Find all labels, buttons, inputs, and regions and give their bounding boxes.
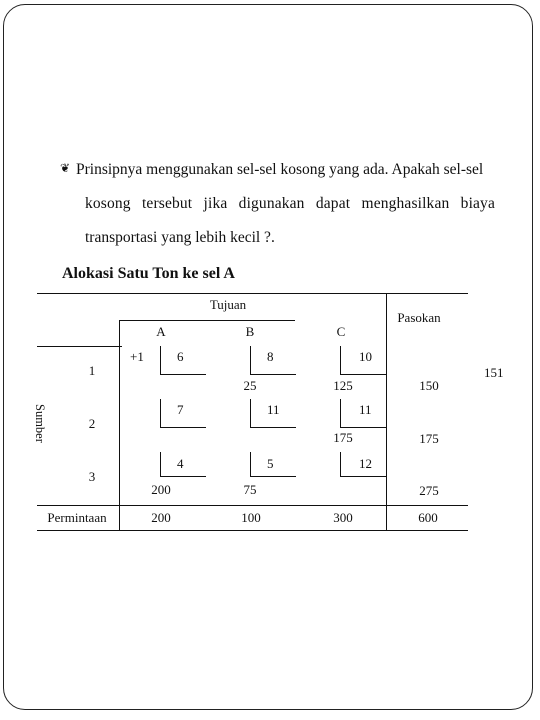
alloc-2-c: 175: [333, 430, 353, 445]
cost-box-line: [250, 346, 251, 374]
alloc-3-a: 200: [151, 482, 171, 497]
alloc-1-b: 25: [243, 378, 257, 393]
table-top-rule: [37, 293, 468, 294]
row-label-rule: [37, 346, 122, 347]
grand-total: 600: [418, 510, 438, 525]
cost-box-line: [160, 452, 161, 476]
column-divider-a: [119, 320, 120, 530]
cost-box-line: [340, 346, 341, 374]
cost-box-line: [250, 374, 296, 375]
cost-box-line: [160, 374, 206, 375]
cost-1-a: 6: [177, 349, 184, 364]
cost-box-line: [340, 399, 341, 427]
cost-1-b: 8: [267, 349, 274, 364]
cost-box-line: [250, 452, 251, 476]
cost-3-a: 4: [177, 456, 184, 471]
demand-b: 100: [241, 510, 261, 525]
alloc-1-c: 125: [333, 378, 353, 393]
adjustment-marker: +1: [130, 349, 144, 364]
demand-c: 300: [333, 510, 353, 525]
cost-box-line: [160, 427, 206, 428]
supply-3: 275: [419, 483, 439, 498]
cost-box-line: [160, 346, 161, 374]
cost-1-c: 10: [359, 349, 372, 364]
row-label-2: 2: [88, 416, 96, 431]
cost-3-c: 12: [359, 456, 372, 471]
decorative-bullet-icon: ❦: [60, 161, 71, 175]
column-header-c: C: [336, 324, 346, 339]
supply-divider: [386, 293, 387, 530]
cost-box-line: [340, 427, 386, 428]
column-header-a: A: [156, 324, 166, 339]
cost-box-line: [160, 476, 206, 477]
cost-box-line: [250, 476, 296, 477]
demand-a: 200: [151, 510, 171, 525]
cost-2-c: 11: [359, 402, 372, 417]
cost-box-line: [250, 399, 251, 427]
row-label-3: 3: [88, 469, 96, 484]
supply-header: Pasokan: [397, 310, 441, 325]
supply-2: 175: [419, 431, 439, 446]
destination-header: Tujuan: [209, 297, 247, 312]
cost-box-line: [250, 427, 296, 428]
paragraph-line-1: Prinsipnya menggunakan sel-sel kosong yang ada. Apakah sel-sel: [76, 161, 484, 178]
alloc-3-b: 75: [243, 482, 257, 497]
row-label-1: 1: [88, 363, 96, 378]
cost-box-line: [340, 374, 386, 375]
cost-box-line: [340, 476, 386, 477]
column-header-rule: [119, 320, 295, 321]
cost-2-a: 7: [177, 402, 184, 417]
section-heading: Alokasi Satu Ton ke sel A: [62, 265, 235, 282]
cost-2-b: 11: [267, 402, 280, 417]
cost-box-line: [160, 399, 161, 427]
source-header: Sumber: [33, 404, 47, 443]
side-total: 151: [484, 365, 504, 380]
supply-1: 150: [419, 378, 439, 393]
cost-3-b: 5: [267, 456, 274, 471]
demand-label: Permintaan: [47, 510, 107, 525]
column-header-b: B: [245, 324, 255, 339]
paragraph-line-3: transportasi yang lebih kecil ?.: [85, 229, 275, 246]
paragraph-line-2: kosong tersebut jika digunakan dapat menghasilkan biaya: [85, 195, 495, 212]
cost-box-line: [340, 452, 341, 476]
table-bottom-rule: [37, 530, 468, 531]
table-demand-rule: [37, 505, 468, 506]
